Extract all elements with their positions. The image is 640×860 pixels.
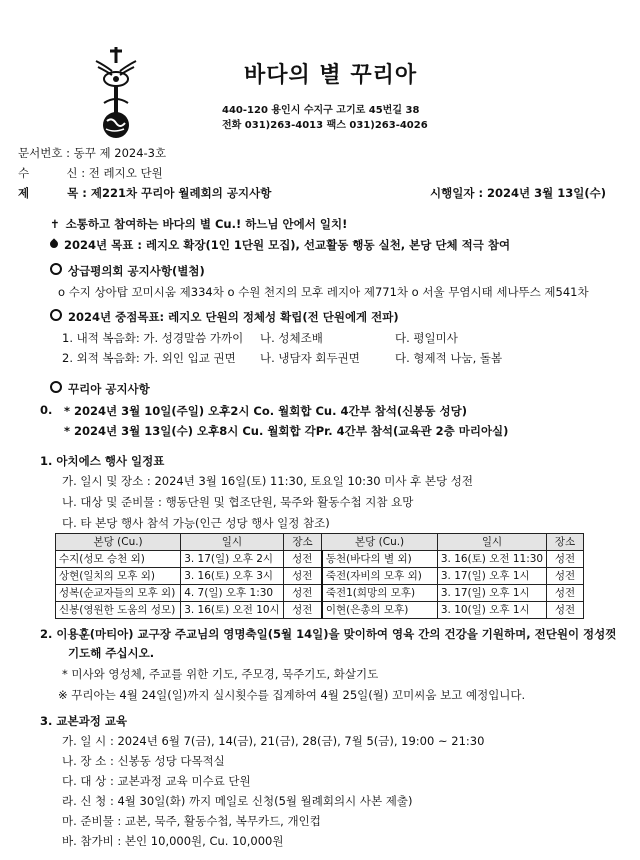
subject-value: : 제221차 꾸리아 월례회의 공지사항 <box>82 186 272 200</box>
subject-line <box>18 185 271 201</box>
subject-label: 제 <box>18 186 30 200</box>
table-cell: 성전 <box>547 585 584 602</box>
table-cell: 신봉(영원한 도움의 성모) <box>56 602 181 619</box>
notice-2-note1: * 미사와 영성체, 주교를 위한 기도, 주모경, 묵주기도, 화살기도 <box>62 667 379 681</box>
notice-2-line2: 기도해 주십시오. <box>68 646 155 660</box>
notice-3-a: 가. 일 시 : 2024년 6월 7(금), 14(금), 21(금), 28(금), 7월 5(금), 19:00 ~ 21:30 <box>62 734 485 748</box>
ring-bullet-icon <box>50 309 62 321</box>
table-cell: 수지(성모 승천 외) <box>56 551 181 568</box>
page-title: 바다의 별 꾸리아 <box>244 63 418 88</box>
contact-numbers: 전화 031)263-4013 팩스 031)263-4026 <box>222 120 428 131</box>
table-cell: 성전 <box>283 568 322 585</box>
notice-3-c: 다. 대 상 : 교본과정 교육 미수료 단원 <box>62 774 251 788</box>
notice-3-b: 나. 장 소 : 신봉동 성당 다목적실 <box>62 754 225 768</box>
table-cell: 성전 <box>547 551 584 568</box>
header-place-2: 장소 <box>547 534 584 551</box>
recipient-line <box>18 165 163 181</box>
curia-section-title <box>50 381 150 397</box>
ring-bullet-icon <box>50 263 62 275</box>
focus-row1-b: 나. 성체조배 <box>260 331 323 345</box>
document-number: 문서번호 : 동꾸 제 2024-3호 <box>18 146 167 160</box>
focus-row2-a: 2. 외적 복음화: 가. 외인 입교 권면 <box>62 351 236 365</box>
header-place-1: 장소 <box>283 534 322 551</box>
table-cell: 3. 17(일) 오후 1시 <box>437 585 546 602</box>
focus-row2-b: 나. 냉담자 회두권면 <box>260 351 360 365</box>
table-cell: 3. 16(토) 오전 10시 <box>181 602 284 619</box>
table-row <box>56 585 584 602</box>
table-cell: 상현(일치의 모후 외) <box>56 568 181 585</box>
notice-0-line1: * 2024년 3월 10일(주일) 오후2시 Co. 월회합 Cu. 4간부 참석(신봉동 성당) <box>64 404 467 418</box>
notice-1-b: 나. 대상 및 준비물 : 행동단원 및 협조단원, 묵주와 활동수첩 지참 요망 <box>62 495 414 509</box>
notice-3-d: 라. 신 청 : 4월 30일(화) 까지 메일로 신청(5월 월례회의시 사본 제출) <box>62 794 413 808</box>
table-cell: 죽전1(희망의 모후) <box>322 585 438 602</box>
table-cell: 3. 17(일) 오후 1시 <box>437 568 546 585</box>
focus-section-title <box>50 309 399 325</box>
table-row <box>56 568 584 585</box>
table-cell: 성전 <box>283 602 322 619</box>
notice-1-title: 1. 아치에스 행사 일정표 <box>40 454 165 468</box>
table-cell: 죽전(자비의 모후 외) <box>322 568 438 585</box>
table-row <box>56 551 584 568</box>
header-parish-1: 본당 (Cu.) <box>56 534 181 551</box>
table-cell: 성복(순교자들의 모후 외) <box>56 585 181 602</box>
subject-label-2: 목 <box>67 186 79 200</box>
table-cell: 4. 7(일) 오후 1:30 <box>181 585 284 602</box>
cross-icon: ✝ <box>50 217 60 231</box>
motto: 소통하고 참여하는 바다의 별 Cu.! 하느님 안에서 일치! <box>65 217 348 231</box>
goal: 2024년 목표 : 레지오 확장(1인 1단원 모집), 선교활동 행동 실천, 본당 단체 적극 참여 <box>64 238 511 252</box>
goal-line <box>50 237 510 253</box>
council-items: o 수지 상아탑 꼬미시움 제334차 o 수원 천지의 모후 레지아 제771차 o 서울 무염시태 세나뚜스 제541차 <box>58 285 589 299</box>
address: 440-120 용인시 수지구 고기로 45번길 38 <box>222 105 420 116</box>
notice-1-a: 가. 일시 및 장소 : 2024년 3월 16일(토) 11:30, 토요일 10:30 미사 후 본당 성전 <box>62 474 474 488</box>
recipient-value: : 전 레지오 단원 <box>81 166 163 180</box>
drop-bullet-icon <box>48 238 59 249</box>
table-cell: 이현(은총의 모후) <box>322 602 438 619</box>
ring-bullet-icon <box>50 381 62 393</box>
curia-title: 꾸리아 공지사항 <box>68 382 150 396</box>
header-datetime-1: 일시 <box>181 534 284 551</box>
notice-0-number: 0. <box>40 403 53 417</box>
table-cell: 3. 17(일) 오후 2시 <box>181 551 284 568</box>
table-cell: 성전 <box>547 602 584 619</box>
notice-2-line1: 2. 이용훈(마티아) 교구장 주교님의 영명축일(5월 14일)을 맞이하여 영육 간의 건강을 기원하며, 전단원이 정성껏 <box>40 627 617 641</box>
notice-3-title: 3. 교본과정 교육 <box>40 714 128 728</box>
table-cell: 성전 <box>283 585 322 602</box>
header-parish-2: 본당 (Cu.) <box>322 534 438 551</box>
table-cell: 3. 16(토) 오전 11:30 <box>437 551 546 568</box>
issue-date: 시행일자 : 2024년 3월 13일(수) <box>430 186 607 200</box>
curia-emblem-logo <box>94 45 138 141</box>
notice-2-note2: ※ 꾸리아는 4월 24일(일)까지 실시횟수를 집계하여 4월 25일(월) 꼬미씨움 보고 예정입니다. <box>58 688 526 702</box>
council-title: 상급평의회 공지사항(별첨) <box>68 264 205 278</box>
table-cell: 동천(바다의 별 외) <box>322 551 438 568</box>
acies-schedule-table <box>55 533 584 619</box>
focus-row2-c: 다. 형제적 나눔, 돌봄 <box>395 351 503 365</box>
notice-1-c: 다. 타 본당 행사 참석 가능(인근 성당 행사 일정 참조) <box>62 516 330 530</box>
focus-row1-c: 다. 평일미사 <box>395 331 458 345</box>
council-section-title <box>50 263 205 279</box>
recipient-label-2: 신 <box>66 166 78 180</box>
table-row <box>56 602 584 619</box>
table-cell: 3. 10(일) 오후 1시 <box>437 602 546 619</box>
notice-0-line2: * 2024년 3월 13일(수) 오후8시 Cu. 월회합 각Pr. 4간부 참석(교육관 2층 마리아실) <box>64 424 509 438</box>
header-datetime-2: 일시 <box>437 534 546 551</box>
table-cell: 3. 16(토) 오후 3시 <box>181 568 284 585</box>
notice-3-e: 마. 준비물 : 교본, 묵주, 활동수첩, 복무카드, 개인컵 <box>62 814 321 828</box>
notice-3-f: 바. 참가비 : 본인 10,000원, Cu. 10,000원 <box>62 834 284 848</box>
recipient-label: 수 <box>18 166 30 180</box>
focus-row1-a: 1. 내적 복음화: 가. 성경말씀 가까이 <box>62 331 244 345</box>
focus-title: 2024년 중점목표: 레지오 단원의 정체성 확립(전 단원에게 전파) <box>68 310 399 324</box>
table-cell: 성전 <box>283 551 322 568</box>
table-cell: 성전 <box>547 568 584 585</box>
table-header-row <box>56 534 584 551</box>
motto-line <box>50 216 347 232</box>
